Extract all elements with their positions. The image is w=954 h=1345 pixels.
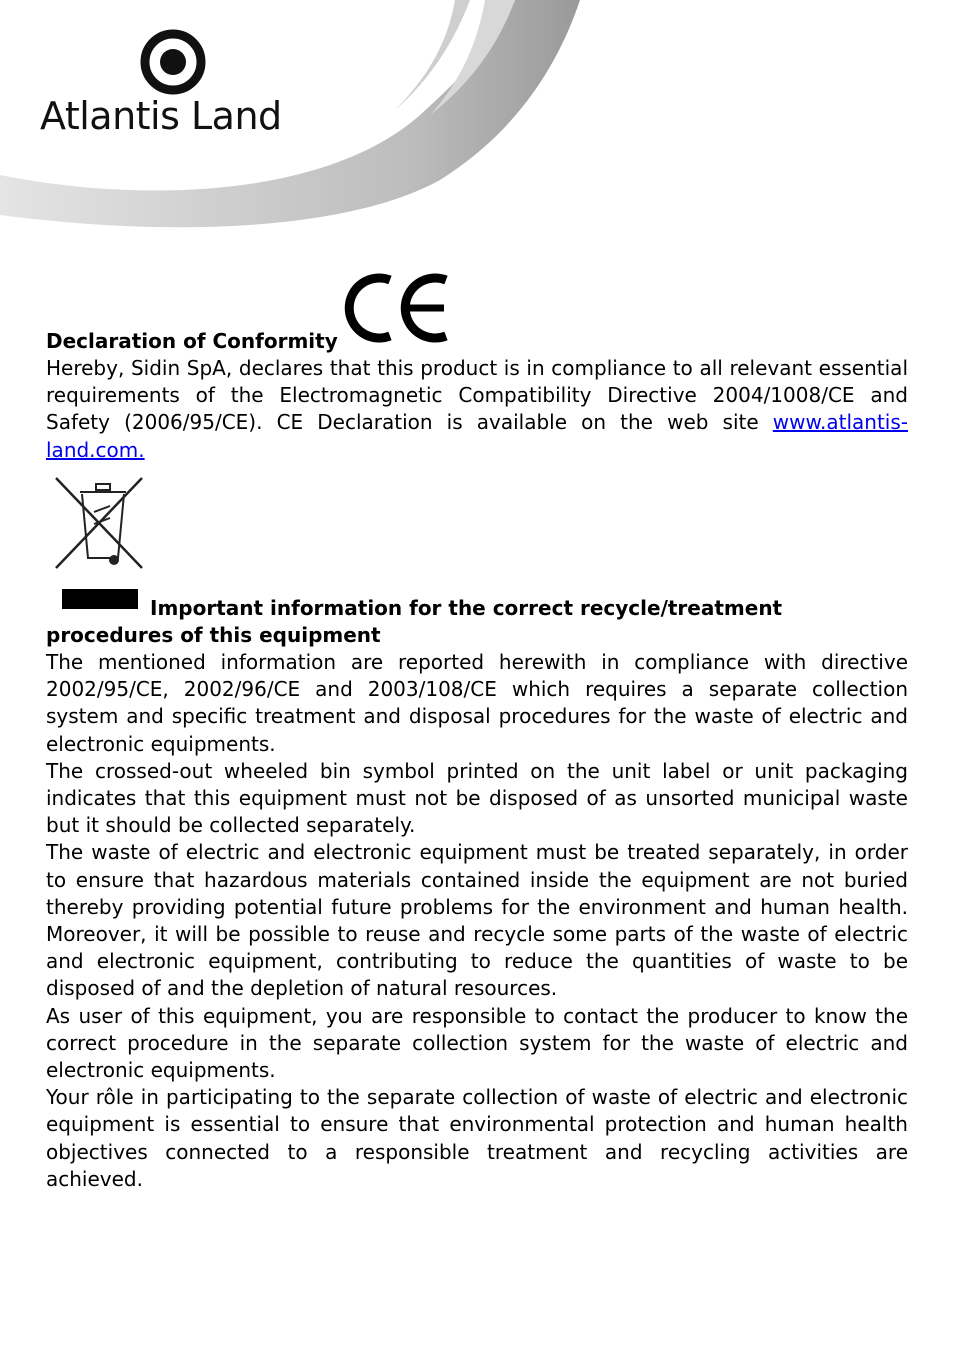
atlantis-circle-icon <box>140 28 206 96</box>
atlantis-land-logo <box>40 28 315 143</box>
crossed-out-wheeled-bin-icon <box>50 472 150 574</box>
website-link[interactable]: www.atlantis-land.com. <box>46 410 908 462</box>
recycle-heading: Important information for the correct recycle/treatment procedures of this equipment <box>46 596 783 647</box>
recycle-body <box>46 649 908 1193</box>
recycle-paragraph: As user of this equipment, you are responsible to contact the producer to know the correct procedure in the separate collection system for the waste of electric and electronic equipments. <box>46 1003 908 1083</box>
recycle-paragraph: Your rôle in participating to the separate collection of waste of electric and electronic equipment is essential to ensure that environmental protection and human health objectives connected to a responsible treatment and recycling activities are achieved. <box>46 1085 908 1191</box>
conformity-text <box>46 355 908 464</box>
conformity-body: Hereby, Sidin SpA, declares that this product is in compliance to all relevant essential requirements of the Electromagnetic Compatibility Directive 2004/1008/CE and Safety (2006/95/CE). CE Declaration is available on the web site <box>46 356 908 435</box>
recycle-paragraph: The waste of electric and electronic equipment must be treated separately, in order to ensure that hazardous materials contained inside the equipment are not buried thereby providing potential future problems for the environment and human health. Moreover, it will be possible to reuse and recycle some parts of the waste of electric and electronic equipment, contributing to reduce the quantities of waste to be disposed of and the depletion of natural resources. <box>46 840 908 1001</box>
recycle-paragraph: The mentioned information are reported herewith in compliance with directive 2002/95/CE, 2002/96/CE and 2003/108/CE which requires a separate collection system and specific treatment and disposal procedures for the waste of electric and electronic equipments. <box>46 650 908 756</box>
logo-text: Atlantis Land <box>40 94 282 138</box>
recycle-paragraph: The crossed-out wheeled bin symbol printed on the unit label or unit packaging indicates that this equipment must not be disposed of as unsorted municipal waste but it should be collected separately. <box>46 758 908 838</box>
conformity-heading: Declaration of Conformity <box>46 329 338 353</box>
ce-mark-icon <box>344 272 454 344</box>
